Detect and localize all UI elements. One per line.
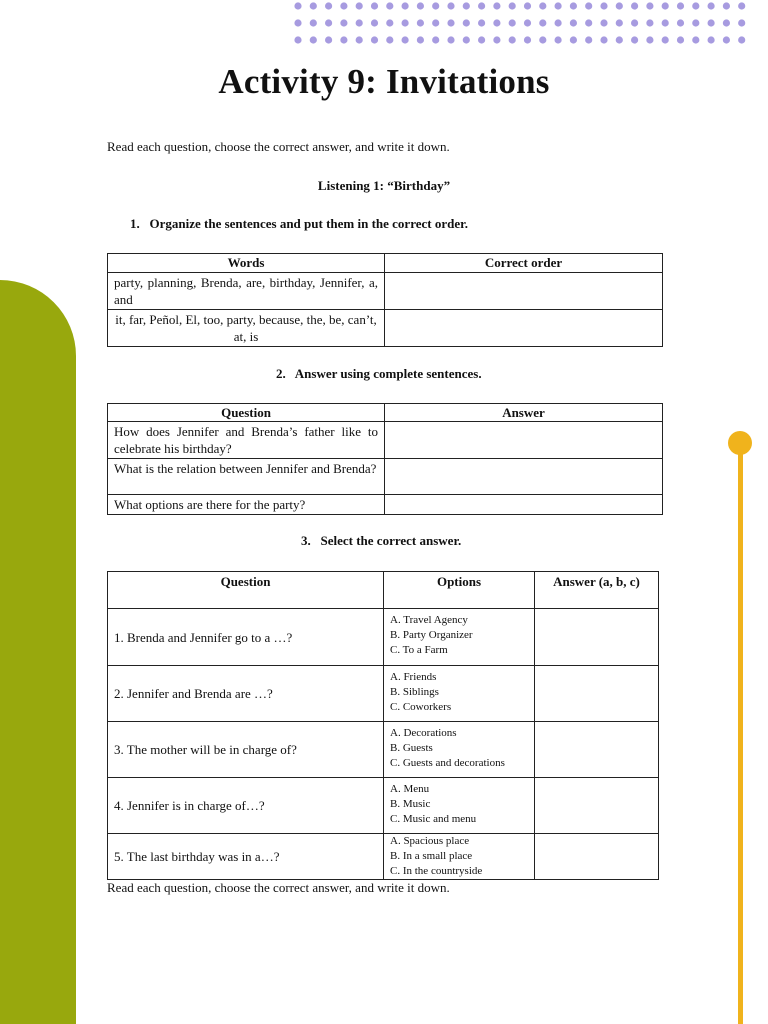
decorative-dot — [325, 2, 332, 9]
decorative-dot — [463, 2, 470, 9]
decorative-dot — [294, 2, 301, 9]
decorative-green-bar — [0, 280, 76, 1024]
question-cell: 1. Brenda and Jennifer go to a …? — [108, 609, 384, 666]
decorative-dot — [356, 2, 363, 9]
decorative-dot — [723, 36, 730, 43]
options-cell — [384, 834, 535, 880]
decorative-dot — [616, 19, 623, 26]
decorative-dot — [478, 2, 485, 9]
question-cell: How does Jennifer and Brenda’s father like to celebrate his birthday? — [108, 422, 385, 459]
option-a: A. Friends — [390, 671, 437, 683]
question-cell: 5. The last birthday was in a…? — [108, 834, 384, 880]
table-row — [108, 495, 663, 515]
decorative-dot — [478, 36, 485, 43]
decorative-dot — [509, 19, 516, 26]
word-order-table — [107, 253, 663, 347]
decorative-dot — [539, 36, 546, 43]
decorative-dot — [340, 19, 347, 26]
decorative-dot — [340, 2, 347, 9]
option-c: C. To a Farm — [390, 644, 448, 656]
col-header-answer: Answer — [385, 404, 663, 422]
answer-cell[interactable] — [535, 778, 659, 834]
answer-cell[interactable] — [385, 422, 663, 459]
table-row — [108, 273, 663, 310]
decorative-dot — [631, 19, 638, 26]
decorative-dot — [738, 19, 745, 26]
table-row — [108, 609, 659, 666]
decorative-dot — [524, 36, 531, 43]
decorative-dot — [524, 2, 531, 9]
col-header-question: Question — [108, 404, 385, 422]
decorative-dot — [294, 36, 301, 43]
decorative-dot — [570, 2, 577, 9]
decorative-dot — [493, 19, 500, 26]
decorative-dot — [356, 36, 363, 43]
decorative-dot — [432, 2, 439, 9]
option-c: C. In the countryside — [390, 865, 483, 877]
option-b: B. Party Organizer — [390, 629, 473, 641]
decorative-dot — [371, 36, 378, 43]
option-b: B. Guests — [390, 742, 433, 754]
decorative-dot — [677, 2, 684, 9]
question-cell: 2. Jennifer and Brenda are …? — [108, 666, 384, 722]
decorative-dot — [723, 19, 730, 26]
decorative-dot — [677, 36, 684, 43]
option-a: A. Menu — [390, 783, 430, 795]
decorative-dot — [662, 2, 669, 9]
options-cell — [384, 722, 535, 778]
decorative-dot — [555, 36, 562, 43]
decorative-dot — [524, 19, 531, 26]
decorative-dot — [447, 2, 454, 9]
instructions: Read each question, choose the correct answer, and write it down. — [107, 139, 450, 154]
answer-cell[interactable] — [535, 722, 659, 778]
decorative-dot — [692, 19, 699, 26]
col-header-options: Options — [384, 572, 535, 609]
decorative-yellow-dot — [728, 431, 752, 455]
decorative-dot — [555, 2, 562, 9]
decorative-dot — [677, 19, 684, 26]
option-a: A. Decorations — [390, 727, 457, 739]
decorative-dot — [325, 19, 332, 26]
decorative-dot-pattern — [288, 0, 768, 56]
option-b: B. Music — [390, 798, 431, 810]
decorative-dot — [478, 19, 485, 26]
decorative-dot — [692, 36, 699, 43]
decorative-dot — [386, 2, 393, 9]
col-header-question: Question — [108, 572, 384, 609]
decorative-dot — [555, 19, 562, 26]
decorative-dot — [371, 2, 378, 9]
decorative-dot — [386, 19, 393, 26]
question-cell: What is the relation between Jennifer and Brenda? — [108, 459, 385, 495]
decorative-dot — [463, 36, 470, 43]
decorative-dot — [738, 36, 745, 43]
options-cell — [384, 778, 535, 834]
decorative-dot — [294, 19, 301, 26]
option-b: B. Siblings — [390, 686, 439, 698]
decorative-dot — [708, 19, 715, 26]
decorative-dot — [310, 36, 317, 43]
decorative-dot — [723, 2, 730, 9]
decorative-dot — [738, 2, 745, 9]
decorative-dot — [616, 36, 623, 43]
decorative-dot — [493, 2, 500, 9]
table-row — [108, 722, 659, 778]
answer-cell[interactable] — [535, 666, 659, 722]
option-b: B. In a small place — [390, 850, 473, 862]
option-a: A. Travel Agency — [390, 614, 468, 626]
decorative-dot — [417, 2, 424, 9]
decorative-dot — [631, 2, 638, 9]
decorative-dot — [447, 19, 454, 26]
option-a: A. Spacious place — [390, 835, 470, 847]
section1-heading: 1. Organize the sentences and put them in the correct order. — [130, 216, 468, 231]
options-cell — [384, 666, 535, 722]
listening-title: Listening 1: “Birthday” — [317, 178, 451, 193]
table-row — [108, 778, 659, 834]
option-c: C. Guests and decorations — [390, 757, 505, 769]
multiple-choice-table — [107, 571, 659, 880]
decorative-dot — [402, 2, 409, 9]
decorative-dot — [662, 19, 669, 26]
col-header-correct-order: Correct order — [385, 254, 663, 273]
decorative-dot — [600, 36, 607, 43]
decorative-dot — [692, 2, 699, 9]
decorative-dot — [402, 36, 409, 43]
question-cell: 4. Jennifer is in charge of…? — [108, 778, 384, 834]
question-cell: What options are there for the party? — [108, 495, 385, 515]
col-header-answer: Answer (a, b, c) — [535, 572, 659, 609]
decorative-dot — [325, 36, 332, 43]
decorative-dot — [585, 2, 592, 9]
decorative-dot — [570, 36, 577, 43]
decorative-dot — [585, 19, 592, 26]
decorative-dot — [310, 19, 317, 26]
section3-heading: 3. Select the correct answer. — [301, 533, 462, 548]
decorative-dot — [417, 19, 424, 26]
option-c: C. Music and menu — [390, 813, 477, 825]
decorative-dot — [432, 36, 439, 43]
decorative-dot — [585, 36, 592, 43]
answer-cell[interactable] — [535, 609, 659, 666]
answer-table — [107, 403, 663, 515]
table-row — [108, 310, 663, 347]
decorative-dot — [616, 2, 623, 9]
table-row — [108, 459, 663, 495]
decorative-dot — [493, 36, 500, 43]
footer-instructions: Read each question, choose the correct answer, and write it down. — [107, 880, 450, 895]
decorative-dot — [600, 2, 607, 9]
decorative-dot — [417, 36, 424, 43]
correct-order-cell[interactable] — [385, 310, 663, 347]
decorative-dot — [340, 36, 347, 43]
decorative-dot — [570, 19, 577, 26]
decorative-dot — [509, 2, 516, 9]
decorative-dot — [662, 36, 669, 43]
decorative-dot — [708, 36, 715, 43]
decorative-dot — [371, 19, 378, 26]
option-c: C. Coworkers — [390, 701, 452, 713]
decorative-dot — [356, 19, 363, 26]
question-cell: 3. The mother will be in charge of? — [108, 722, 384, 778]
decorative-dot — [386, 36, 393, 43]
decorative-dot — [432, 19, 439, 26]
decorative-dot — [539, 19, 546, 26]
decorative-yellow-line — [738, 452, 743, 1024]
words-cell: it, far, Peñol, El, too, party, because, the, be, can’t, at, is — [108, 310, 385, 347]
options-cell — [384, 609, 535, 666]
decorative-dot — [631, 36, 638, 43]
table-row — [108, 834, 659, 880]
decorative-dot — [646, 2, 653, 9]
answer-cell[interactable] — [385, 495, 663, 515]
decorative-dot — [539, 2, 546, 9]
decorative-dot — [447, 36, 454, 43]
table-row — [108, 422, 663, 459]
decorative-dot — [463, 19, 470, 26]
answer-cell[interactable] — [385, 459, 663, 495]
correct-order-cell[interactable] — [385, 273, 663, 310]
col-header-words: Words — [108, 254, 385, 273]
decorative-dot — [402, 19, 409, 26]
decorative-dot — [646, 36, 653, 43]
page-title: Activity 9: Invitations — [218, 62, 550, 101]
answer-cell[interactable] — [535, 834, 659, 880]
table-row — [108, 666, 659, 722]
section2-heading: 2. Answer using complete sentences. — [276, 366, 482, 381]
decorative-dot — [310, 2, 317, 9]
decorative-dot — [646, 19, 653, 26]
decorative-dot — [509, 36, 516, 43]
decorative-dot — [600, 19, 607, 26]
words-cell: party, planning, Brenda, are, birthday, Jennifer, a, and — [108, 273, 385, 310]
decorative-dot — [708, 2, 715, 9]
